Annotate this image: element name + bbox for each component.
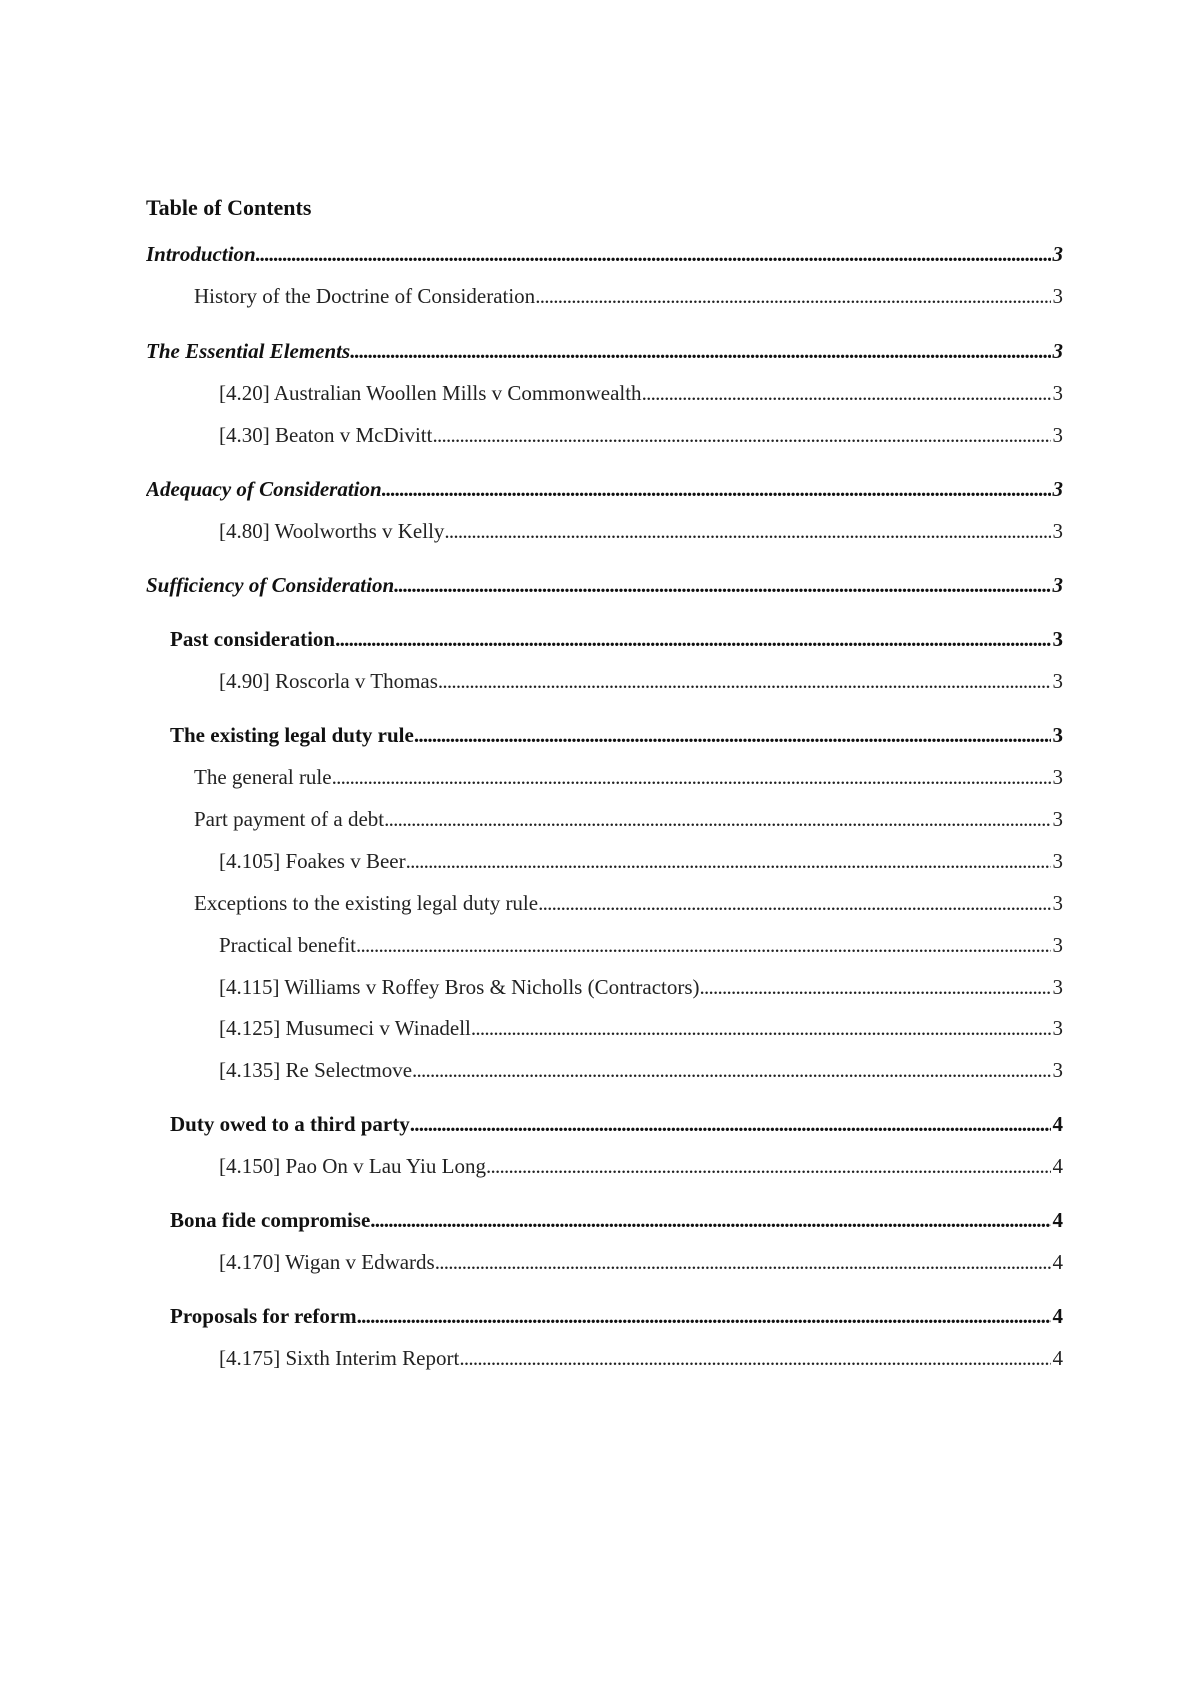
toc-entry-label: [4.125] Musumeci v Winadell — [219, 1016, 471, 1040]
toc-entry-australian-woollen-mills[interactable] — [219, 377, 1063, 409]
toc-entry-essential-elements[interactable] — [146, 335, 1063, 367]
toc-entry-sufficiency-of-consideration[interactable] — [146, 569, 1063, 601]
toc-entry-label: [4.30] Beaton v McDivitt — [219, 423, 433, 447]
toc-page-number: 3 — [1052, 1016, 1063, 1040]
toc-page-number: 3 — [1052, 284, 1063, 308]
toc-entry-label: [4.175] Sixth Interim Report — [219, 1346, 460, 1370]
dot-leader — [382, 473, 1051, 505]
toc-entry-wigan-v-edwards[interactable] — [219, 1246, 1063, 1278]
toc-entry-label: Introduction — [146, 242, 256, 266]
toc-entry-label: Past consideration — [170, 627, 336, 651]
toc-entry-label: Part payment of a debt — [194, 807, 385, 831]
dot-leader — [444, 515, 1050, 547]
toc-entry-label: Duty owed to a third party — [170, 1112, 410, 1136]
dot-leader — [412, 1054, 1050, 1086]
toc-entry-label: [4.150] Pao On v Lau Yiu Long — [219, 1154, 486, 1178]
dot-leader — [406, 845, 1051, 877]
toc-entry-label: Exceptions to the existing legal duty rule — [194, 891, 539, 915]
toc-page-number: 4 — [1052, 1304, 1063, 1328]
toc-entry-past-consideration[interactable] — [170, 623, 1063, 655]
dot-leader — [350, 335, 1050, 367]
toc-entry-label: The existing legal duty rule — [170, 723, 414, 747]
toc-page-number: 3 — [1052, 573, 1063, 597]
dot-leader — [471, 1012, 1051, 1044]
toc-entry-proposals-for-reform[interactable] — [170, 1300, 1063, 1332]
toc-entry-woolworths-v-kelly[interactable] — [219, 515, 1063, 547]
toc-page-number: 4 — [1052, 1346, 1063, 1370]
toc-page-number: 3 — [1052, 891, 1063, 915]
toc-entry-re-selectmove[interactable] — [219, 1054, 1063, 1086]
toc-entry-label: [4.105] Foakes v Beer — [219, 849, 406, 873]
toc-page-number: 3 — [1052, 723, 1063, 747]
dot-leader — [256, 238, 1051, 270]
toc-entry-introduction[interactable] — [146, 238, 1063, 270]
dot-leader — [438, 665, 1051, 697]
toc-entry-general-rule[interactable] — [194, 761, 1063, 793]
toc-entry-practical-benefit[interactable] — [219, 929, 1063, 961]
toc-entry-roscorla-v-thomas[interactable] — [219, 665, 1063, 697]
toc-entry-label: Practical benefit — [219, 933, 357, 957]
toc-entry-existing-legal-duty-rule[interactable] — [170, 719, 1063, 751]
toc-entry-label: Proposals for reform — [170, 1304, 357, 1328]
toc-entry-label: [4.170] Wigan v Edwards — [219, 1250, 435, 1274]
toc-entry-label: [4.135] Re Selectmove — [219, 1058, 413, 1082]
toc-entry-adequacy-of-consideration[interactable] — [146, 473, 1063, 505]
toc-entry-label: [4.20] Australian Woollen Mills v Commonwealth — [219, 381, 642, 405]
toc-page-number: 3 — [1052, 627, 1063, 651]
toc-page-number: 3 — [1052, 669, 1063, 693]
toc-entry-label: Sufficiency of Consideration — [146, 573, 395, 597]
toc-entry-duty-owed-to-third-party[interactable] — [170, 1108, 1063, 1140]
toc-page-number: 4 — [1052, 1112, 1063, 1136]
toc-entry-exceptions-to-rule[interactable] — [194, 887, 1063, 919]
toc-entry-label: The general rule — [194, 765, 332, 789]
dot-leader — [370, 1204, 1050, 1236]
dot-leader — [356, 929, 1050, 961]
toc-title: Table of Contents — [146, 195, 312, 220]
toc-entry-foakes-v-beer[interactable] — [219, 845, 1063, 877]
toc-entry-pao-on-v-lau-yiu-long[interactable] — [219, 1150, 1063, 1182]
toc-page-number: 3 — [1052, 242, 1063, 266]
toc-entry-label: [4.90] Roscorla v Thomas — [219, 669, 438, 693]
toc-entry-musumeci-v-winadell[interactable] — [219, 1012, 1063, 1044]
toc-page-number: 3 — [1052, 477, 1063, 501]
dot-leader — [459, 1342, 1050, 1374]
toc-page-number: 4 — [1052, 1250, 1063, 1274]
toc-entry-part-payment-of-debt[interactable] — [194, 803, 1063, 835]
dot-leader — [335, 623, 1050, 655]
toc-page-number: 3 — [1052, 1058, 1063, 1082]
toc-page-number: 3 — [1052, 519, 1063, 543]
dot-leader — [357, 1300, 1051, 1332]
toc-page-number: 3 — [1052, 975, 1063, 999]
toc-page-number: 3 — [1052, 339, 1063, 363]
toc-entry-history-of-doctrine[interactable] — [194, 280, 1063, 312]
dot-leader — [538, 887, 1050, 919]
dot-leader — [394, 569, 1050, 601]
toc-entry-sixth-interim-report[interactable] — [219, 1342, 1063, 1374]
toc-page-number: 4 — [1052, 1154, 1063, 1178]
dot-leader — [435, 1246, 1051, 1278]
dot-leader — [332, 761, 1051, 793]
toc-entry-beaton-v-mcdivitt[interactable] — [219, 419, 1063, 451]
toc-page-number: 3 — [1052, 423, 1063, 447]
toc-page-number: 3 — [1052, 807, 1063, 831]
dot-leader — [410, 1108, 1051, 1140]
toc-entry-label: The Essential Elements — [146, 339, 351, 363]
toc-entry-label: Adequacy of Consideration — [146, 477, 382, 501]
toc-entry-williams-v-roffey[interactable] — [219, 971, 1063, 1003]
dot-leader — [486, 1150, 1051, 1182]
toc-page-number: 3 — [1052, 765, 1063, 789]
toc-entry-label: [4.115] Williams v Roffey Bros & Nicholls (Contractors) — [219, 975, 700, 999]
dot-leader — [535, 280, 1050, 312]
toc-page-number: 3 — [1052, 849, 1063, 873]
toc-entry-label: Bona fide compromise — [170, 1208, 371, 1232]
dot-leader — [414, 719, 1051, 751]
dot-leader — [384, 803, 1050, 835]
toc-entry-label: [4.80] Woolworths v Kelly — [219, 519, 445, 543]
toc-page-number: 4 — [1052, 1208, 1063, 1232]
dot-leader — [700, 971, 1051, 1003]
toc-page-number: 3 — [1052, 933, 1063, 957]
dot-leader — [642, 377, 1051, 409]
dot-leader — [432, 419, 1050, 451]
toc-entry-label: History of the Doctrine of Consideration — [194, 284, 536, 308]
toc-page-number: 3 — [1052, 381, 1063, 405]
toc-entry-bona-fide-compromise[interactable] — [170, 1204, 1063, 1236]
